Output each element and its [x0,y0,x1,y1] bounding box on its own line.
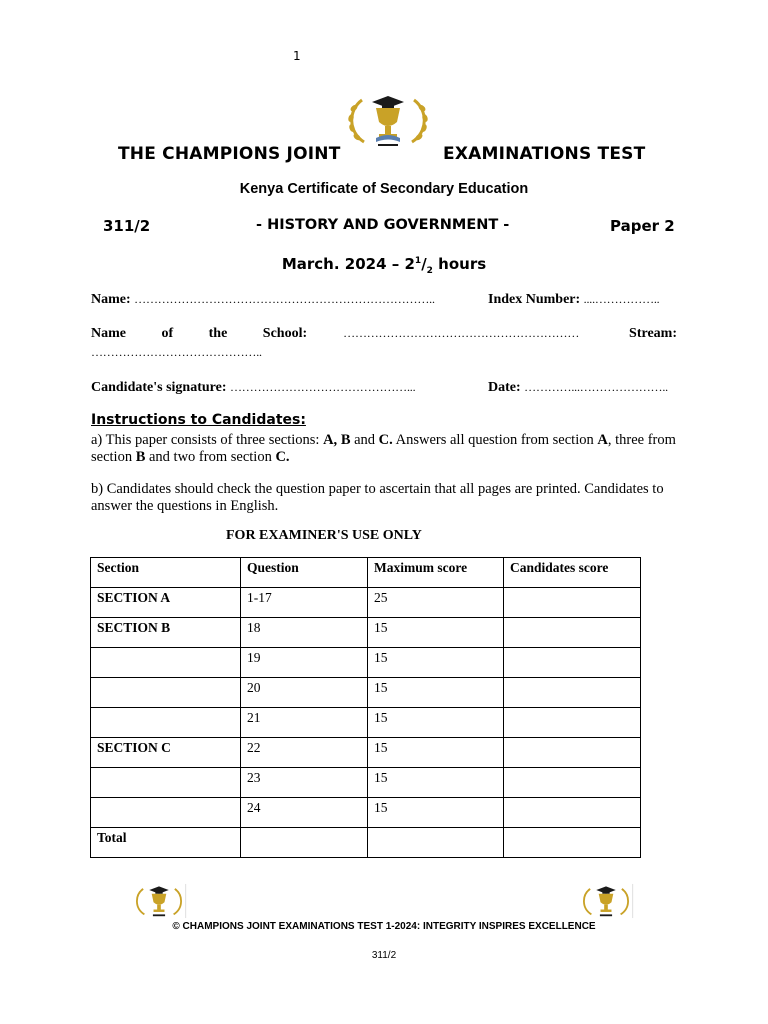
row-candidate-score[interactable] [504,588,641,618]
stream-label[interactable]: Stream: [629,326,677,341]
index-number-label: Index Number: [488,292,581,307]
row-question: 22 [241,738,368,768]
title-right: EXAMINATIONS TEST [443,144,646,164]
row-candidate-score[interactable] [504,678,641,708]
header-question: Question [241,558,368,588]
date-label: Date: [488,380,521,395]
table-row [91,648,641,678]
table-row [91,798,641,828]
table-header-row [91,558,641,588]
row-section: SECTION B [91,618,241,648]
stream-dots: …………………………………….. [91,345,262,359]
row-question [241,828,368,858]
table-row [91,738,641,768]
row-candidate-score[interactable] [504,828,641,858]
index-number-dots: ....…………….. [583,292,660,306]
row-max-score: 15 [368,678,504,708]
row-candidate-score[interactable] [504,768,641,798]
name-label: Name: [91,292,131,307]
row-candidate-score[interactable] [504,648,641,678]
row-section [91,768,241,798]
footer-paper-code: 311/2 [371,950,397,961]
row-max-score: 25 [368,588,504,618]
row-max-score: 15 [368,708,504,738]
row-question: 19 [241,648,368,678]
row-section [91,798,241,828]
row-candidate-score[interactable] [504,618,641,648]
page-number: 1 [293,49,301,63]
examiner-use-heading: FOR EXAMINER'S USE ONLY [226,528,422,543]
row-max-score: 15 [368,798,504,828]
header-candidates-score: Candidates score [504,558,641,588]
signature-dots: ………………………………………... [229,380,416,394]
row-max-score: 15 [368,618,504,648]
date-prefix: March. 2024 – 2 [281,255,415,273]
row-max-score: 15 [368,768,504,798]
table-row [91,618,641,648]
row-section: SECTION C [91,738,241,768]
signature-field[interactable] [91,380,415,396]
stream-field[interactable] [91,345,262,361]
row-max-score: 15 [368,738,504,768]
school-label: Name of the School: [91,326,308,341]
table-row [91,768,641,798]
title-left: THE CHAMPIONS JOINT [118,144,341,164]
header-maximum-score: Maximum score [368,558,504,588]
date-dots: …………...………………….. [524,380,668,394]
row-section: SECTION A [91,588,241,618]
row-max-score [368,828,504,858]
row-candidate-score[interactable] [504,738,641,768]
signature-label: Candidate's signature: [91,380,227,395]
row-question: 24 [241,798,368,828]
row-max-score: 15 [368,648,504,678]
row-candidate-score[interactable] [504,708,641,738]
index-number-field[interactable] [488,292,659,308]
row-section [91,708,241,738]
row-section: Total [91,828,241,858]
school-dots: …………………………………………………… [343,326,580,340]
row-question: 23 [241,768,368,798]
school-field[interactable] [91,326,677,342]
instruction-a: a) This paper consists of three sections: A, B and C. Answers all question from section A, three from section B and two from section C. [91,432,676,465]
row-candidate-score[interactable] [504,798,641,828]
table-row-total [91,828,641,858]
subtitle: Kenya Certificate of Secondary Education [239,181,529,197]
row-question: 21 [241,708,368,738]
row-section [91,678,241,708]
graduation-trophy-logo-icon [342,92,434,148]
subject-title: - HISTORY AND GOVERNMENT - [256,217,510,233]
table-row [91,678,641,708]
paper-number: Paper 2 [610,217,675,235]
date-suffix: hours [432,255,487,273]
row-question: 18 [241,618,368,648]
row-section [91,648,241,678]
table-row [91,588,641,618]
graduation-trophy-logo-icon [131,880,187,922]
footer-copyright: © CHAMPIONS JOINT EXAMINATIONS TEST 1-2024: INTEGRITY INSPIRES EXCELLENCE [172,921,596,932]
row-question: 1-17 [241,588,368,618]
exam-date-duration [0,255,768,276]
date-fraction-denominator: 2 [426,266,433,276]
header-section: Section [91,558,241,588]
name-field[interactable] [91,292,435,308]
row-question: 20 [241,678,368,708]
graduation-trophy-logo-icon [578,880,634,922]
date-field[interactable] [488,380,668,396]
date-fraction-slash: / [421,255,427,273]
instruction-b: b) Candidates should check the question paper to ascertain that all pages are printed. Candidates to answer the questions in English. [91,481,664,514]
examiner-score-table [90,557,641,858]
table-row [91,708,641,738]
date-fraction-numerator: 1 [414,256,422,266]
paper-code: 311/2 [103,217,151,235]
name-dots: ………………………………………………………………….. [134,292,435,306]
instructions-heading: Instructions to Candidates: [91,412,306,428]
